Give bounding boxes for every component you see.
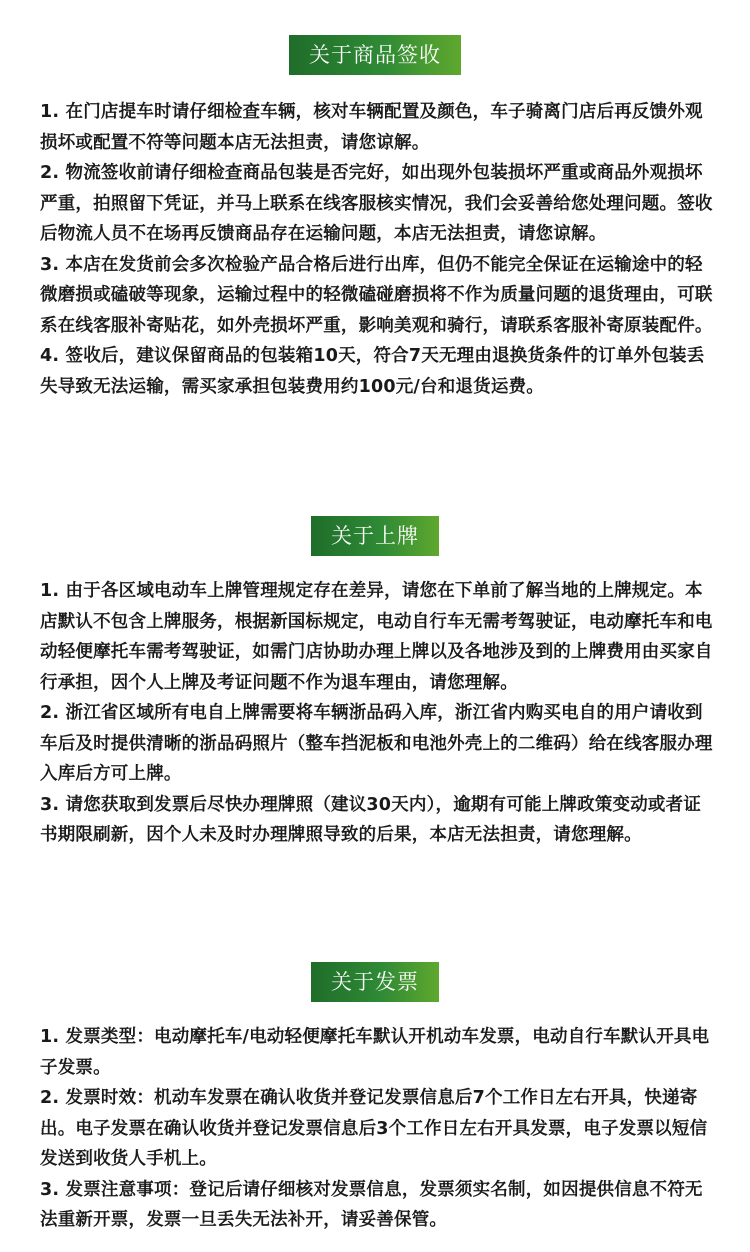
section-title: 关于商品签收 bbox=[289, 35, 461, 75]
list-item: 2. 发票时效：机动车发票在确认收货并登记发票信息后7个工作日左右开具，快递寄出。电子发票在确认收货并登记发票信息后3个工作日左右开具发票，电子发票以短信发送到收货人手机上。 bbox=[40, 1088, 708, 1169]
list-item: 1. 发票类型：电动摩托车/电动轻便摩托车默认开机动车发票，电动自行车默认开具电子发票。 bbox=[40, 1027, 710, 1078]
list-item: 1. 由于各区域电动车上牌管理规定存在差异，请您在下单前了解当地的上牌规定。本店默认不包含上牌服务，根据新国标规定，电动自行车无需考驾驶证，电动摩托车和电动轻便摩托车需考驾驶证，如需门店协助办理上牌以及各地涉及到的上牌费用由买家自行承担，因个人上牌及考证问题不作为退车理由，请您理解。 bbox=[40, 581, 713, 693]
section-invoice bbox=[0, 962, 750, 1230]
section-header bbox=[0, 35, 750, 77]
list-item: 2. 浙江省区域所有电自上牌需要将车辆浙品码入库，浙江省内购买电自的用户请收到车后及时提供清晰的浙品码照片（整车挡泥板和电池外壳上的二维码）给在线客服办理入库后方可上牌。 bbox=[40, 703, 713, 784]
section-receipt bbox=[0, 35, 750, 397]
section-items bbox=[40, 576, 716, 851]
list-item: 3. 请您获取到发票后尽快办理牌照（建议30天内），逾期有可能上牌政策变动或者证书期限刷新，因个人未及时办理牌照导致的后果，本店无法担责，请您理解。 bbox=[40, 794, 702, 845]
section-items bbox=[40, 97, 716, 402]
section-items bbox=[40, 1022, 716, 1236]
section-title: 关于发票 bbox=[311, 962, 439, 1002]
section-title: 关于上牌 bbox=[311, 516, 439, 556]
list-item: 3. 发票注意事项：登记后请仔细核对发票信息，发票须实名制，如因提供信息不符无法重新开票，发票一旦丢失无法补开，请妥善保管。 bbox=[40, 1179, 703, 1230]
section-header bbox=[0, 962, 750, 1004]
list-item: 1. 在门店提车时请仔细检查车辆，核对车辆配置及颜色，车子骑离门店后再反馈外观损坏或配置不符等问题本店无法担责，请您谅解。 bbox=[40, 102, 703, 153]
list-item: 3. 本店在发货前会多次检验产品合格后进行出库，但仍不能完全保证在运输途中的轻微磨损或磕破等现象，运输过程中的轻微磕碰磨损将不作为质量问题的退货理由，可联系在线客服补寄贴花，如外壳损坏严重，影响美观和骑行，请联系客服补寄原装配件。 bbox=[40, 254, 713, 336]
list-item: 2. 物流签收前请仔细检查商品包装是否完好，如出现外包装损坏严重或商品外观损坏严重，拍照留下凭证，并马上联系在线客服核实情况，我们会妥善给您处理问题。签收后物流人员不在场再反馈商品存在运输问题，本店无法担责，请您谅解。 bbox=[40, 163, 713, 244]
section-plate bbox=[0, 516, 750, 845]
section-header bbox=[0, 516, 750, 558]
list-item: 4. 签收后，建议保留商品的包装箱10天，符合7天无理由退换货条件的订单外包装丢失导致无法运输，需买家承担包装费用约100元/台和退货运费。 bbox=[40, 346, 705, 397]
